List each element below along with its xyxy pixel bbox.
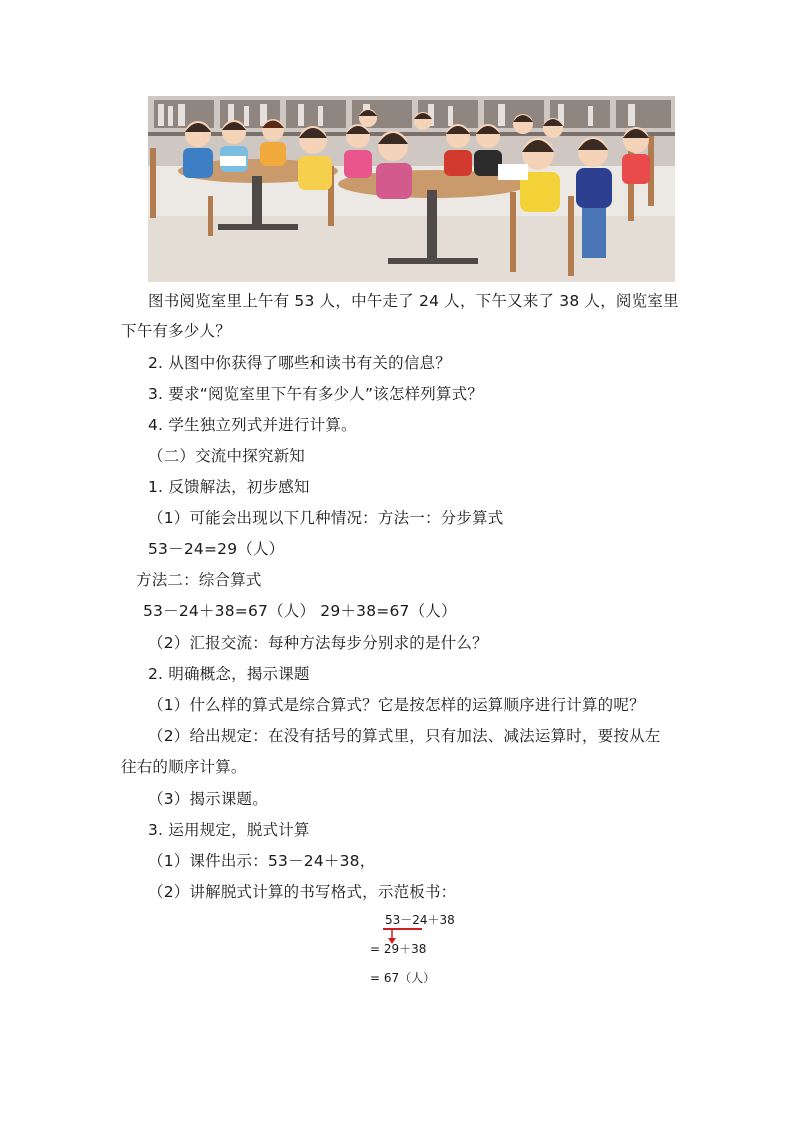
concept-question: （1）什么样的算式是综合算式？它是按怎样的运算顺序进行计算的呢？	[148, 696, 645, 714]
rule-line-2: 往右的顺序计算。	[121, 758, 247, 776]
case-2: （2）汇报交流：每种方法每步分别求的是什么？	[148, 634, 488, 652]
step-3: 3. 运用规定，脱式计算	[148, 821, 310, 839]
board-row-2: = 29＋38	[370, 942, 427, 956]
board-row-1: 53－24＋38	[385, 913, 455, 927]
rule-line-1: （2）给出规定：在没有括号的算式里，只有加法、减法运算时，要按从左	[148, 727, 661, 745]
question-4: 4. 学生独立列式并进行计算。	[148, 416, 357, 434]
problem-text-line-1: 图书阅览室里上午有 53 人，中午走了 24 人，下午又来了 38 人，阅览室里	[148, 292, 679, 310]
equation-1: 53－24=29（人）	[148, 540, 285, 558]
step-2: 2. 明确概念，揭示课题	[148, 665, 310, 683]
board-writing-intro: （2）讲解脱式计算的书写格式，示范板书：	[148, 883, 457, 901]
question-2: 2. 从图中你获得了哪些和读书有关的信息？	[148, 354, 451, 372]
reveal-topic: （3）揭示课题。	[148, 790, 268, 808]
library-illustration	[148, 96, 675, 282]
board-row-3: = 67（人）	[370, 971, 436, 985]
question-3: 3. 要求“阅览室里下午有多少人”该怎样列算式？	[148, 385, 484, 403]
case-1: （1）可能会出现以下几种情况：方法一：分步算式	[148, 509, 504, 527]
equation-2: 53－24＋38=67（人） 29＋38=67（人）	[143, 602, 457, 620]
courseware-display: （1）课件出示：53－24＋38，	[148, 852, 376, 870]
problem-text-line-2: 下午有多少人？	[121, 322, 231, 340]
section-heading: （二）交流中探究新知	[148, 447, 306, 465]
method-2: 方法二：综合算式	[136, 571, 262, 589]
step-1: 1. 反馈解法，初步感知	[148, 478, 310, 496]
